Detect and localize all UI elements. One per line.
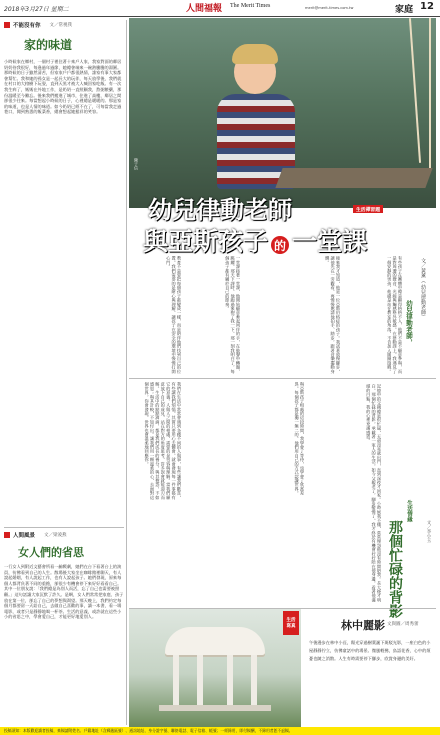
right-tag-label: 生活情緣 (406, 500, 412, 522)
left-column (4, 20, 124, 525)
feature-text-block: 有些孩子在團體中總是顯得格格不入，他們不是不願意參與，而是對周遭的聲音、光線與觸感格外敏感。在律動課上，我遇見了一個安靜的男孩，他總是站在教室的角落，不肯加入圍圈遊戲。 (387, 256, 403, 374)
poem-section (129, 608, 436, 727)
feature-photo (129, 18, 436, 208)
masthead-english: The Merit Times (230, 3, 271, 9)
section-name: 家庭 (395, 5, 414, 15)
photo-caption-label: 生活禪習題 (356, 207, 380, 213)
feature-text-block: 教育不是要把每個孩子都變成一樣，而是陪伴他們找到自己的位置。我們需要的是耐心與理解，讓孩子在安全的環境中慢慢打開心門。 (166, 256, 182, 374)
tag-label: 不能沒有你 (13, 23, 41, 29)
tag-marker-icon (4, 22, 10, 28)
header-url: merit@merit-times.com.tw (305, 6, 354, 10)
footer-text: 投稿須知：本版歡迎讀者投稿，來稿請附姓名、戶籍地址（含郵遞區號）、通訊地址、身分證字號、聯絡電話、電子信箱、帳號；一經錄用，即付稿酬，不錄用者恕不退稿。 (4, 728, 293, 733)
feature-text-block: 我們在生活中常常會遇到各種不同的人與事，有些讓我們歡喜，有些讓我們煩惱。其實只要用心去體會，就會發現每一件事都有它的意義。人與人之間的相處，需要的是包容與理解。當我們願意放下自己的成見，站在對方的角度思考，許多誤會就能迎刃而解。生活中的點點滴滴，都是我們成長的養分。與其抱怨，不如感恩；與其計較，不如付出。讓我們用一顆溫柔的心，去面對這個世界，你會發現，世界也會溫柔地回應你。 (144, 382, 182, 500)
bottom-left-tag-row (4, 530, 124, 540)
article-body: 小時候家在鄉村，一個村子裡住著十來戶人家，我家對面的鄰居奶奶待我很好，每逢過年過節，她總會端來一碗熱騰騰的湯圓。那時候的日子雖然清苦，但家家戶戶都很熱情，誰家有事大家都會幫忙。我和她的孫女是一起長大的玩伴，每天放學後，我們就在村口的大榕樹下玩耍，直到天黑才被大人喊回家吃飯。有一次我生病了，媽媽在外地工作，是奶奶一直照顧我，熬粥餵藥，那份溫暖至今難忘。後來我們搬進了城市，住進了高樓，鄰居之間卻很少往來。每當想起小時候的日子，心裡總是暖暖的。那是家的味道，也是人情的味道。如今奶奶已經不在了，可每當我走過巷口，聞到熟悉的飯菜香，總會想起她慈祥的笑容。 (4, 59, 122, 115)
feature-text-block: 與亞斯孩子相處的這段時間，我學會了等待，也學會了欣賞差異。每個孩子都是獨一無二的，他們用自己的方式認識世界。 (294, 382, 305, 496)
poem-title: 林中麗影 (341, 619, 385, 632)
feature-rule (129, 378, 436, 379)
feature-subhead: 幼兒律動老師， (405, 300, 413, 346)
gazebo-pillar (197, 655, 203, 707)
feature-title-line2 (143, 222, 367, 258)
column-tag (4, 20, 124, 30)
header-date: 2018年3月27日 星期二 (4, 6, 69, 13)
poem-body: 午後漫步在林中小徑，陽光穿過樹葉灑下斑駁光影，一座白色的小屋靜靜佇立，彷彿童話中的場景。微風輕拂，鳥語花香，心中的煩憂也隨之消散。人生有時需要停下腳步，欣賞身邊的美好。 (309, 640, 431, 661)
article-title: 女人們的省思 (18, 546, 84, 559)
page-header (0, 0, 440, 17)
gazebo-photo (129, 609, 301, 727)
footer-bar (0, 727, 440, 735)
page-number: 12 (420, 1, 434, 12)
swing-board (275, 168, 432, 188)
feature-byline: 文／黃薰（ 幼兒律動老師） (420, 258, 426, 320)
poem-badge (283, 611, 299, 635)
article-title: 家的味道 (24, 38, 73, 52)
gazebo-pillar (227, 655, 233, 707)
photo-caption-badge (353, 205, 383, 213)
poem-byline: 文與圖／周秀蕾 (387, 622, 419, 627)
feature-title-of: 的 (271, 236, 289, 254)
feature-title-part-a: 與亞斯孩子 (143, 227, 269, 256)
gazebo-roof (165, 627, 265, 655)
gazebo-pillar (251, 655, 257, 707)
right-byline: 文／李小玉 (426, 520, 431, 543)
right-body: 記憶中的父親總是很忙碌，天還沒亮就出門，直到深夜才回家。小時候我不懂，常常埋怨他沒有時間陪我。長大後才明白，那個忙碌的背影，承載著一家人的生活。如今父親老了，腳步變慢了，我才終於有機會好好陪在他身邊。看著他滿頭的白髮，我的心裡充滿感恩。 (366, 384, 382, 602)
feature-text-block: 後來我才知道，他是一位亞斯伯格症的孩子。我試著放慢腳步，讓他先在一旁觀看，再慢慢邀請他拍手、踏步，跟著音樂擺動身體。 (325, 256, 341, 374)
bottom-left-section (4, 527, 124, 728)
right-title: 那個忙碌的背影 (387, 520, 403, 618)
gazebo-pillar (173, 655, 179, 707)
byline: 文／常視我 (49, 23, 73, 28)
article-body: 一行女人到附近文藝會所看一齣戲劇，她們在台下看著台上的演員，彷彿看到自己的人生。散場後大家坐在咖啡館裡聊天，有人說起婚姻，有人說起工作，也有人說起孩子。她們發現，原來每個人都背負著不同的重擔，卻很少有機會停下來好好看看自己。其中一位朋友說：「我們總是為別人而活，忘了自己也需要被照顧。」這句話讓大家沉默了許久。是啊，女人們常常把家庭、孩子放在第一位，卻忘了自己的夢想與渴望。那天晚上，我們約定每個月都要留一天給自己，去做自己喜歡的事，讀一本書，看一場電影，或者只是靜靜地喝一杯茶。生活的意義，或許就在這些小小的省思之中，學會愛自己，才能更好地愛別人。 (4, 564, 124, 620)
swing-rope (409, 18, 421, 163)
byline: 文／梁凌燕 (44, 533, 67, 538)
child-hair (232, 44, 278, 64)
tag-marker-icon (4, 532, 10, 538)
poem-badge-label: 生活 (286, 618, 296, 623)
feature-title-part-b: 一堂課 (292, 227, 368, 256)
feature-title-line1: 幼兒律動老師 (148, 195, 292, 224)
feature-text-block: 一堂課接著一堂課，他開始願意牽起同伴的手，在鼓聲中轉圈、跳躍。那天下課時，他跑過來抱了我一下，那一刻我明白了，每個孩子都有屬於自己的節奏。 (225, 256, 241, 374)
photo-credit: 陳子信 (134, 158, 139, 170)
gazebo-floor (159, 705, 271, 711)
swing-rope (429, 18, 431, 168)
masthead-logo: 人間福報 (186, 4, 223, 14)
right-column-tag (405, 500, 435, 522)
tag-label: 人間風景 (13, 533, 36, 539)
column-divider (126, 20, 127, 725)
poem-badge-sub: 寫真 (286, 624, 296, 629)
